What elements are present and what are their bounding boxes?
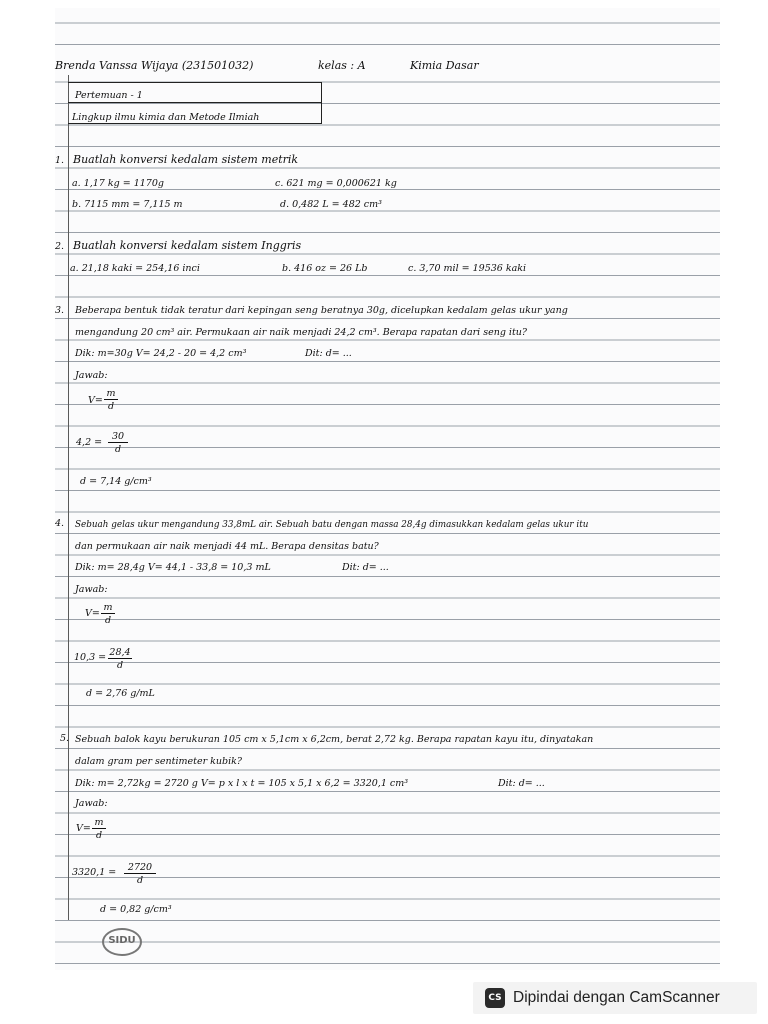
- q4-step-denominator: d: [108, 658, 132, 671]
- q1-number: 1.: [55, 155, 65, 166]
- q1-answer-d: d. 0,482 L = 482 cm³: [280, 199, 382, 210]
- q5-formula-denominator: d: [92, 828, 106, 841]
- q2-answer-c: c. 3,70 mil = 19536 kaki: [408, 263, 527, 274]
- q1-title: Buatlah konversi kedalam sistem metrik: [73, 153, 299, 166]
- q5-answer-label: Jawab:: [75, 798, 108, 809]
- q3-formula-denominator: d: [104, 399, 118, 412]
- q4-line2: dan permukaan air naik menjadi 44 mL. Berapa densitas batu?: [75, 541, 379, 552]
- q1-answer-b: b. 7115 mm = 7,115 m: [72, 199, 183, 210]
- q3-line1: Beberapa bentuk tidak teratur dari kepingan seng beratnya 30g, dicelupkan kedalam gelas ukur yang: [75, 305, 568, 316]
- q5-number: 5.: [60, 733, 70, 744]
- meeting-topic: Lingkup ilmu kimia dan Metode Ilmiah: [72, 112, 260, 123]
- q3-step-lhs: 4,2 =: [76, 437, 103, 448]
- q5-formula-lhs: V=: [76, 823, 91, 834]
- q3-formula-lhs: V=: [88, 395, 103, 406]
- q5-result: d = 0,82 g/cm³: [100, 904, 172, 915]
- q4-line1: Sebuah gelas ukur mengandung 33,8mL air. Sebuah batu dengan massa 28,4g dimasukkan kedalam gelas ukur itu: [75, 520, 589, 530]
- class-label: kelas : A: [318, 59, 366, 72]
- q5-formula-numerator: m: [94, 817, 104, 828]
- q4-formula-denominator: d: [101, 613, 115, 626]
- q3-number: 3.: [55, 305, 65, 316]
- q4-result: d = 2,76 g/mL: [86, 688, 155, 699]
- q3-result: d = 7,14 g/cm³: [80, 476, 152, 487]
- sidu-stamp: SIDU: [102, 928, 142, 956]
- q2-answer-a: a. 21,18 kaki = 254,16 inci: [70, 263, 200, 274]
- q1-answer-c: c. 621 mg = 0,000621 kg: [275, 178, 397, 189]
- q3-step-denominator: d: [108, 442, 128, 455]
- q4-formula-lhs: V=: [85, 608, 100, 619]
- q3-asked: Dit: d= ...: [305, 348, 352, 359]
- q5-step-denominator: d: [124, 873, 156, 886]
- q2-number: 2.: [55, 241, 65, 252]
- q4-number: 4.: [55, 518, 65, 529]
- q5-known: Dik: m= 2,72kg = 2720 g V= p x l x t = 105 x 5,1 x 6,2 = 3320,1 cm³: [75, 778, 409, 789]
- camscanner-label: Dipindai dengan CamScanner: [513, 989, 720, 1006]
- q5-step-lhs: 3320,1 =: [72, 867, 117, 878]
- q4-formula-numerator: m: [103, 602, 113, 613]
- q4-asked: Dit: d= ...: [342, 562, 389, 573]
- camscanner-logo-icon: CS: [485, 988, 505, 1008]
- margin-line: [68, 75, 69, 920]
- q2-answer-b: b. 416 oz = 26 Lb: [282, 263, 368, 274]
- q4-step-fraction: [108, 647, 132, 671]
- q3-formula-numerator: m: [106, 388, 116, 399]
- course-title: Kimia Dasar: [410, 59, 479, 72]
- q5-line2: dalam gram per sentimeter kubik?: [75, 756, 243, 767]
- meeting-title: Pertemuan - 1: [75, 90, 143, 101]
- q4-step-numerator: 28,4: [109, 647, 131, 658]
- q3-line2: mengandung 20 cm³ air. Permukaan air naik menjadi 24,2 cm³. Berapa rapatan dari seng itu?: [75, 327, 527, 338]
- q4-answer-label: Jawab:: [75, 584, 108, 595]
- q5-step-numerator: 2720: [127, 862, 153, 873]
- q3-formula-fraction: [104, 388, 118, 412]
- q5-line1: Sebuah balok kayu berukuran 105 cm x 5,1cm x 6,2cm, berat 2,72 kg. Berapa rapatan kayu itu, dinyatakan: [75, 734, 594, 745]
- q3-answer-label: Jawab:: [75, 370, 108, 381]
- q3-known: Dik: m=30g V= 24,2 - 20 = 4,2 cm³: [75, 348, 247, 359]
- q4-known: Dik: m= 28,4g V= 44,1 - 33,8 = 10,3 mL: [75, 562, 271, 573]
- q1-answer-a: a. 1,17 kg = 1170g: [72, 178, 164, 189]
- q3-step-numerator: 30: [111, 431, 125, 442]
- q5-step-fraction: [124, 862, 156, 886]
- q4-step-lhs: 10,3 =: [74, 652, 107, 663]
- student-name: Brenda Vanssa Wijaya (231501032): [55, 59, 254, 72]
- q5-formula-fraction: [92, 817, 106, 841]
- q3-step-fraction: [108, 431, 128, 455]
- camscanner-badge: [473, 982, 757, 1014]
- q2-title: Buatlah konversi kedalam sistem Inggris: [73, 239, 302, 252]
- q5-asked: Dit: d= ...: [498, 778, 545, 789]
- q4-formula-fraction: [101, 602, 115, 626]
